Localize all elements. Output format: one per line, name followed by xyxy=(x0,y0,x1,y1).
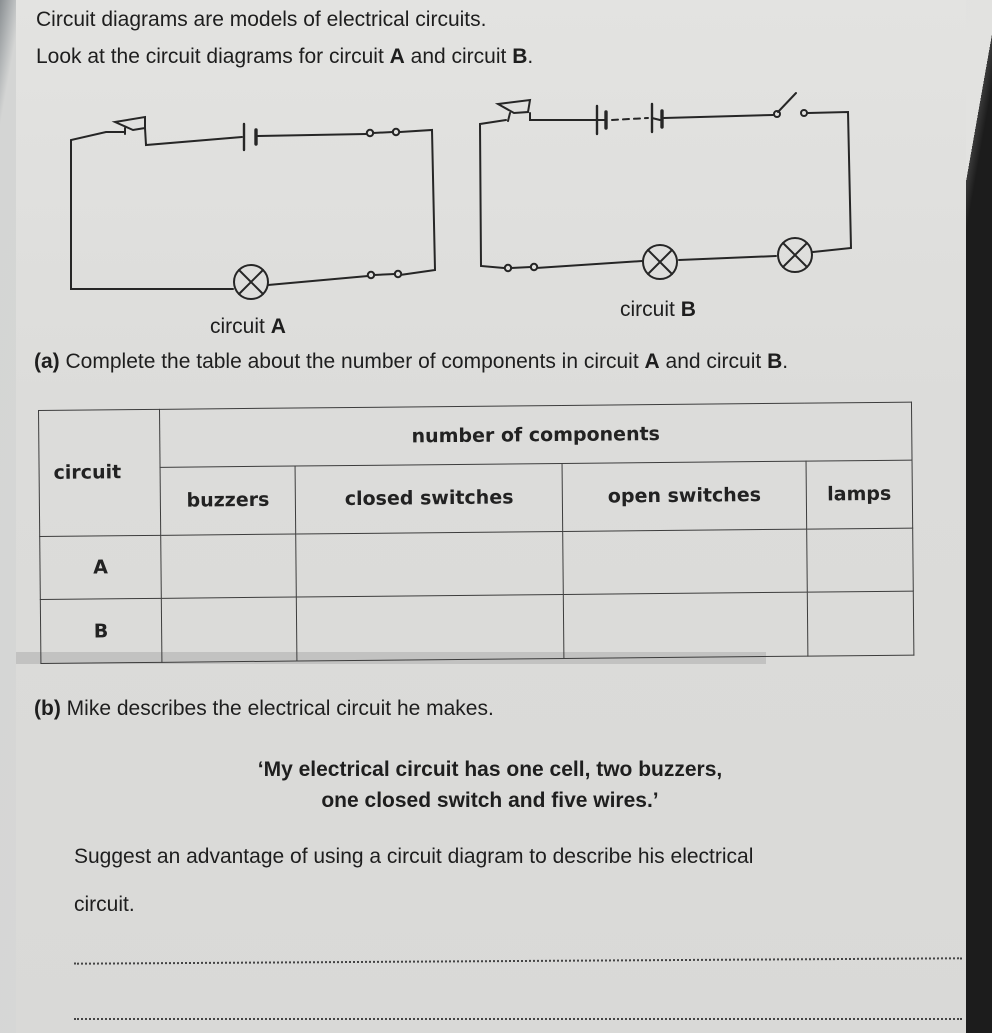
circuit-b-lamp-1-icon xyxy=(643,245,677,279)
header-circuit: circuit xyxy=(39,409,161,536)
circuit-b-diagram xyxy=(480,93,851,279)
header-lamps: lamps xyxy=(806,460,913,529)
circuit-a-lamp-icon xyxy=(234,265,268,299)
answer-line-2[interactable] xyxy=(74,1018,962,1020)
cell-a-closed-switches[interactable] xyxy=(296,531,564,597)
circuit-a-cell-icon xyxy=(244,124,256,150)
suggest-prompt-line-2: circuit. xyxy=(74,893,135,916)
header-closed-switches: closed switches xyxy=(295,464,563,534)
circuit-b-lamp-2-icon xyxy=(778,238,812,272)
cell-a-lamps[interactable] xyxy=(806,528,913,593)
table-row xyxy=(40,528,914,600)
header-number-of-components: number of components xyxy=(159,402,912,467)
question-a: (a) Complete the table about the number of components in circuit A and circuit B. xyxy=(34,350,789,373)
cell-b-closed-switches[interactable] xyxy=(296,595,564,661)
quote-line-1: ‘My electrical circuit has one cell, two buzzers, xyxy=(257,758,723,781)
circuit-a-diagram xyxy=(71,117,435,299)
circuit-b-cell-link-dashed xyxy=(612,118,648,120)
cell-a-open-switches[interactable] xyxy=(563,529,807,595)
circuit-b-open-switch-icon xyxy=(774,93,807,117)
cell-a-buzzers[interactable] xyxy=(161,534,297,599)
header-buzzers: buzzers xyxy=(160,466,296,535)
cell-b-buzzers[interactable] xyxy=(161,597,297,662)
row-label-a: A xyxy=(40,535,162,600)
circuit-b-buzzer-icon xyxy=(498,100,530,121)
caption-circuit-b: circuit B xyxy=(620,298,696,321)
circuit-b-closed-switch-icon xyxy=(505,264,537,271)
row-label-b: B xyxy=(40,599,162,664)
suggest-prompt-line-1: Suggest an advantage of using a circuit diagram to describe his electrical xyxy=(74,845,754,868)
quote-line-2: one closed switch and five wires.’ xyxy=(321,789,659,812)
header-open-switches: open switches xyxy=(562,461,806,531)
caption-circuit-a: circuit A xyxy=(210,315,286,338)
question-b: (b) Mike describes the electrical circuit he makes. xyxy=(34,697,494,720)
cell-b-open-switches[interactable] xyxy=(564,593,808,659)
circuit-b-wires xyxy=(480,112,851,268)
table-row xyxy=(40,592,914,664)
circuit-a-closed-switch-1-icon xyxy=(367,129,399,136)
circuit-diagrams xyxy=(0,80,992,350)
intro-text: Circuit diagrams are models of electrical circuits. xyxy=(36,8,487,31)
circuit-a-closed-switch-2-icon xyxy=(368,271,401,278)
instruction-text: Look at the circuit diagrams for circuit A and circuit B. xyxy=(36,45,534,68)
components-table xyxy=(38,402,914,664)
cell-b-lamps[interactable] xyxy=(807,592,914,657)
